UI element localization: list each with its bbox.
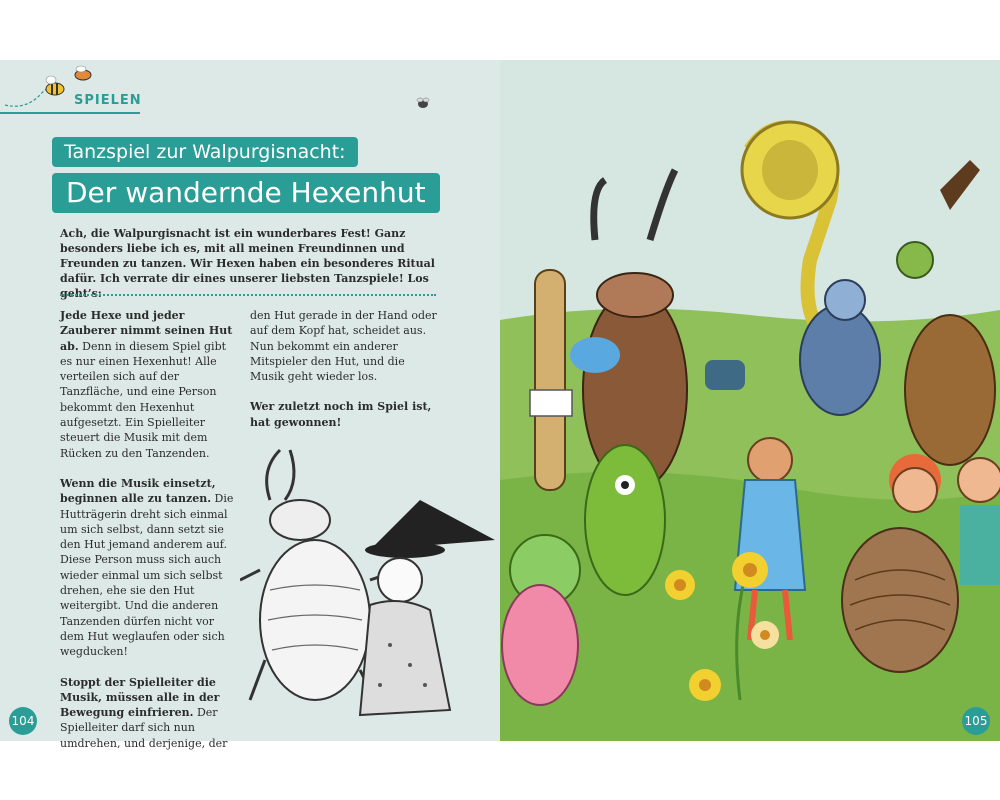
text-column-right bbox=[250, 308, 440, 445]
paragraph bbox=[60, 308, 240, 461]
small-bug-icon bbox=[415, 97, 431, 109]
book-spread bbox=[0, 60, 1000, 750]
paragraph bbox=[60, 476, 240, 660]
page-number-left: 104 bbox=[9, 707, 37, 735]
section-underline bbox=[0, 112, 140, 114]
paragraph-text: Der Spielleiter darf sich nun umdrehen, und derjenige, der bbox=[60, 706, 228, 750]
text-column-left bbox=[60, 308, 240, 766]
dotted-divider bbox=[60, 294, 436, 296]
paragraph-text: Die Hutträgerin dreht sich einmal um sich selbst, dann setzt sie den Hut jemand anderem auf. Diese Person muss sich auch wieder einmal um sich selbst drehen, ehe sie den Hut weitergibt. Und die anderen Tanzenden dürfen nicht vor dem Hut weglaufen oder sich wegducken! bbox=[60, 492, 234, 659]
paragraph bbox=[60, 675, 240, 751]
intro-paragraph: Ach, die Walpurgisnacht ist ein wunderbares Fest! Ganz besonders liebe ich es, mit all meinen Freundinnen und Freunden zu tanzen. Wir Hexen haben ein besonderes Ritual dafür. Ich verrate dir eines unserer liebsten Tanzspiele! Los geht’s: bbox=[60, 227, 435, 300]
page-number-right: 105 bbox=[962, 707, 990, 735]
right-page-illustration bbox=[500, 60, 1000, 741]
title-line-2: Der wandernde Hexenhut bbox=[52, 173, 440, 213]
paragraph-text: Denn in diesem Spiel gibt es nur einen Hexenhut! Alle verteilen sich auf der Tanzfläche, und eine Person bekommt den Hexenhut aufgesetzt. Ein Spielleiter steuert die Musik mit dem Rücken zu den Tanzenden. bbox=[60, 339, 227, 460]
paragraph bbox=[250, 399, 440, 430]
paragraph-text: den Hut gerade in der Hand oder auf dem Kopf hat, scheidet aus. Nun bekommt ein anderer Mitspieler den Hut, und die Musik geht wieder los. bbox=[250, 309, 437, 384]
bold-lead: Wenn die Musik einsetzt, beginnen alle zu tanzen. bbox=[60, 476, 216, 506]
dance-scene-illustration bbox=[500, 60, 1000, 741]
beetle-and-witch-illustration bbox=[240, 430, 500, 730]
paragraph bbox=[250, 308, 440, 384]
title-line-1: Tanzspiel zur Walpurgisnacht: bbox=[52, 137, 358, 167]
bold-lead: Wer zuletzt noch im Spiel ist, hat gewonnen! bbox=[250, 400, 432, 429]
bold-lead: Stoppt der Spielleiter die Musik, müssen alle in der Bewegung einfrieren. bbox=[60, 675, 220, 720]
bold-lead: Jede Hexe und jeder Zauberer nimmt seinen Hut ab. bbox=[60, 309, 233, 353]
section-label: SPIELEN bbox=[74, 93, 142, 108]
left-page bbox=[0, 60, 500, 750]
